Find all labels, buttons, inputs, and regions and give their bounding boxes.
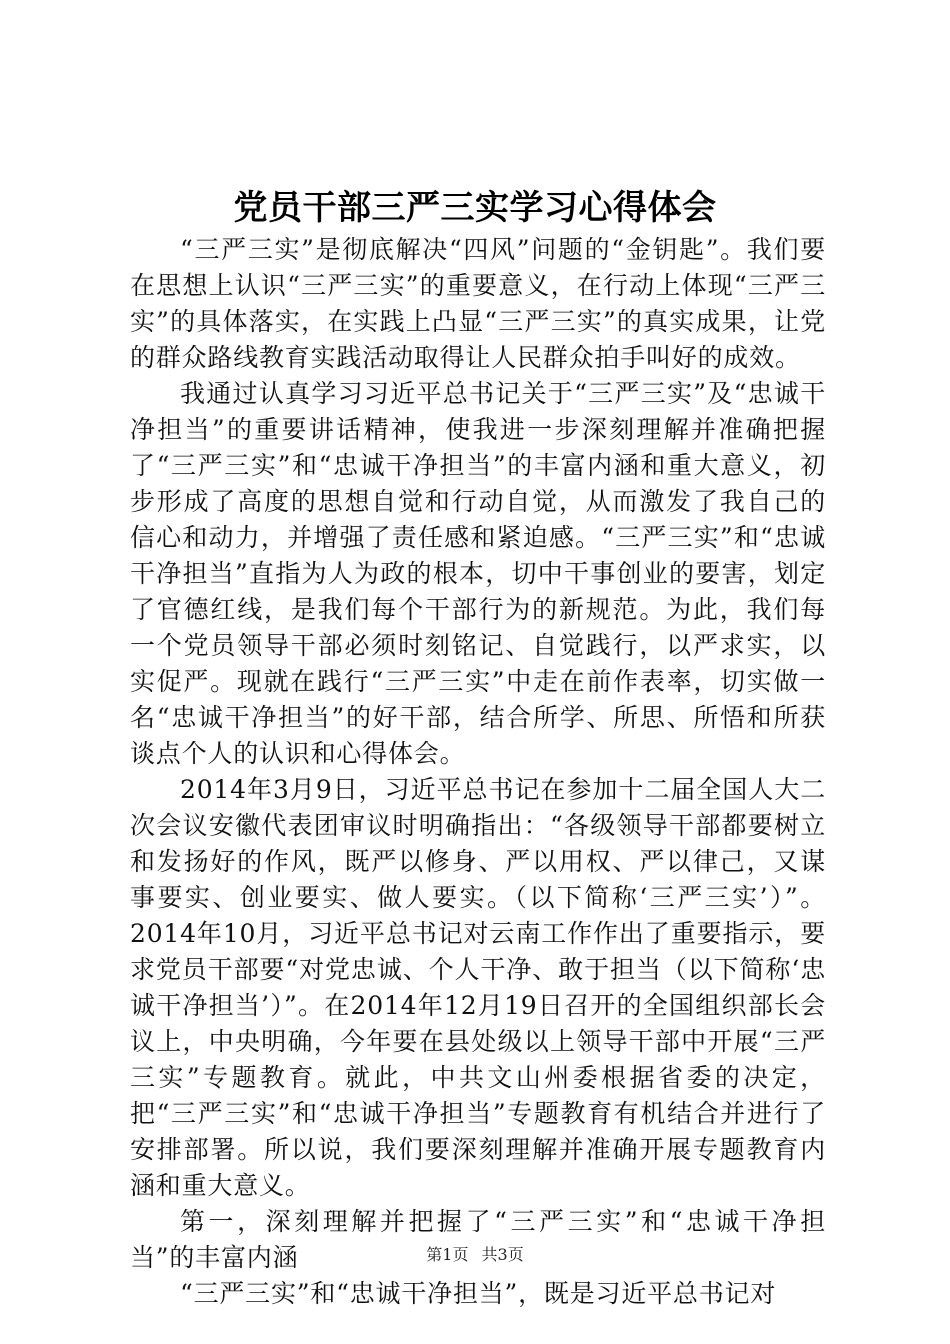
page-total: 共3页 xyxy=(481,1245,524,1264)
section-heading-first: 第一，深刻理解并把握了“三严三实”和“忠诚干净担当”的丰富内涵 xyxy=(130,1207,826,1272)
page-number: 第1页 xyxy=(426,1245,469,1264)
paragraph-study: 我通过认真学习习近平总书记关于“三严三实”及“忠诚干净担当”的重要讲话精神，使我进一步深刻理解并准确把握了“三严三实”和“忠诚干净担当”的丰富内涵和重大意义，初步形成了高度的思想自觉和行动自觉，从而激发了我自己的信心和动力，并增强了责任感和紧迫感。“三严三实”和“忠诚干净担当”直指为人为政的根本，切中干事创业的要害，划定了官德红线，是我们每个干部行为的新规范。为此，我们每一个党员领导干部必须时刻铭记、自觉践行，以严求实，以实促严。现就在践行“三严三实”中走在前作表率，切实做一名“忠诚干净担当”的好干部，结合所学、所思、所悟和所获谈点个人的认识和心得体会。 xyxy=(130,379,826,768)
paragraph-background: 2014年3月9日，习近平总书记在参加十二届全国人大二次会议安徽代表团审议时明确指出：“各级领导干部都要树立和发扬好的作风，既严以修身、严以用权、严以律己，又谋事要实、创业要实、做人要实。（以下简称‘三严三实’）”。2014年10月，习近平总书记对云南工作作出了重要指示，要求党员干部要“对党忠诚、个人干净、敢于担当（以下简称‘忠诚干净担当’）”。在2014年12月19日召开的全国组织部长会议上，中央明确，今年要在县处级以上领导干部中开展“三严三实”专题教育。就此，中共文山州委根据省委的决定，把“三严三实”和“忠诚干净担当”专题教育有机结合并进行了安排部署。所以说，我们要深刻理解并准确开展专题教育内涵和重大意义。 xyxy=(130,775,826,1200)
document-body xyxy=(130,232,826,1312)
paragraph-intro: “三严三实”是彻底解决“四风”问题的“金钥匙”。我们要在思想上认识“三严三实”的重要意义，在行动上体现“三严三实”的具体落实，在实践上凸显“三严三实”的真实成果，让党的群众路线教育实践活动取得让人民群众拍手叫好的成效。 xyxy=(130,235,826,372)
document-title: 党员干部三严三实学习心得体会 xyxy=(233,188,717,228)
paragraph-continued: “三严三实”和“忠诚干净担当”，既是习近平总书记对 xyxy=(180,1279,777,1308)
page-footer xyxy=(0,1244,950,1266)
